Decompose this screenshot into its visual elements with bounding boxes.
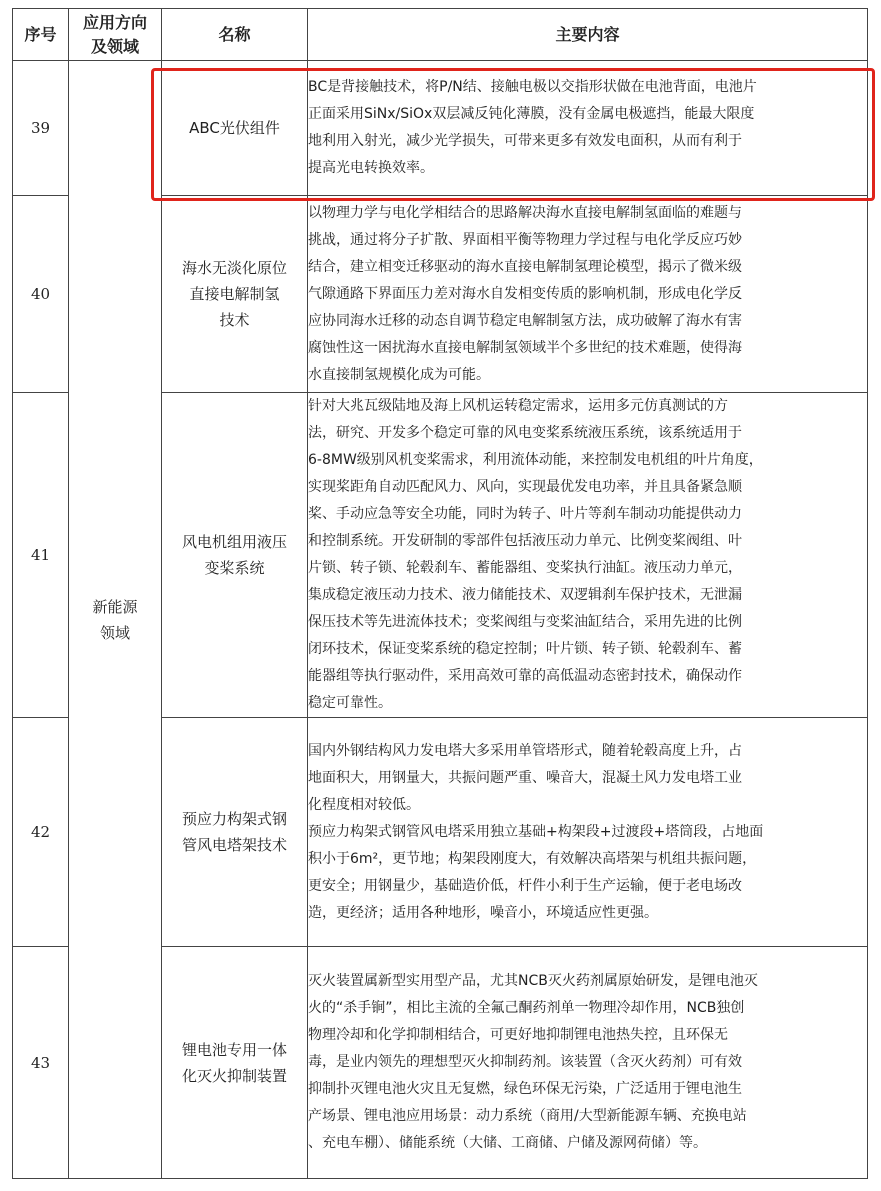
row-content: BC是背接触技术，将P/N结、接触电极以交指形状做在电池背面，电池片 正面采用SiNx/SiOx双层减反钝化薄膜，没有金属电极遮挡，能最大限度 地利用入射光，减少光学损失，可带来更多有效发电面积，从而有利于 提高光电转换效率。 [308, 61, 868, 196]
header-name: 名称 [162, 9, 308, 61]
row-name: 锂电池专用一体 化灭火抑制装置 [162, 947, 308, 1179]
row-name: 预应力构架式钢 管风电塔架技术 [162, 718, 308, 947]
header-content: 主要内容 [308, 9, 868, 61]
header-index: 序号 [13, 9, 69, 61]
row-index: 41 [13, 393, 69, 718]
field-cell [69, 61, 162, 1179]
row-content: 以物理力学与电化学相结合的思路解决海水直接电解制氢面临的难题与 挑战，通过将分子扩散、界面相平衡等物理力学过程与电化学反应巧妙 结合，建立相变迁移驱动的海水直接电解制氢理论模型，揭示了微米级 气隙通路下界面压力差对海水自发相变传质的影响机制，形成电化学反 应协同海水迁移的动态自调节稳定电解制氢方法，成功破解了海水有害 腐蚀性这一困扰海水直接电解制氢领域半个多世纪的技术难题，使得海 水直接制氢规模化成为可能。 [308, 196, 868, 393]
row-content: 国内外钢结构风力发电塔大多采用单管塔形式，随着轮毂高度上升，占 地面积大，用钢量大，共振问题严重、噪音大，混凝土风力发电塔工业 化程度相对较低。 预应力构架式钢管风电塔采用独立基础+构架段+过渡段+塔筒段，占地面 积小于6m²，更节地；构架段刚度大，有效解决高塔架与机组共振问题， 更安全；用钢量少，基础造价低，杆件小利于生产运输，便于老电场改 造，更经济；适用各种地形，噪音小，环境适应性更强。 [308, 718, 868, 947]
row-name: 海水无淡化原位 直接电解制氢 技术 [162, 196, 308, 393]
row-name: 风电机组用液压 变桨系统 [162, 393, 308, 718]
row-index: 39 [13, 61, 69, 196]
field-label: 新能源 领域 [92, 597, 138, 642]
row-index: 43 [13, 947, 69, 1179]
row-index: 40 [13, 196, 69, 393]
header-row [13, 9, 868, 61]
tech-table [12, 8, 868, 1179]
row-content: 针对大兆瓦级陆地及海上风机运转稳定需求，运用多元仿真测试的方 法，研究、开发多个稳定可靠的风电变桨系统液压系统，该系统适用于 6-8MW级别风机变桨需求，利用流体动能，来控制发电机组的叶片角度， 实现桨距角自动匹配风力、风向，实现最优发电功率，并且具备紧急顺 桨、手动应急等安全功能，同时为转子、叶片等刹车制动功能提供动力 和控制系统。开发研制的零部件包括液压动力单元、比例变桨阀组、叶 片锁、转子锁、轮毂刹车、蓄能器组、变桨执行油缸。液压动力单元， 集成稳定液压动力技术、液力储能技术、双逻辑刹车保护技术，无泄漏 保压技术等先进流体技术；变桨阀组与变桨油缸结合，采用先进的比例 闭环技术，保证变桨系统的稳定控制；叶片锁、转子锁、轮毂刹车、蓄 能器组等执行驱动件，采用高效可靠的高低温动态密封技术，确保动作 稳定可靠性。 [308, 393, 868, 718]
header-field: 应用方向 及领域 [69, 9, 162, 61]
row-name: ABC光伏组件 [162, 61, 308, 196]
row-content: 灭火装置属新型实用型产品，尤其NCB灭火药剂属原始研发，是锂电池灭 火的“杀手锏”，相比主流的全氟己酮药剂单一物理冷却作用，NCB独创 物理冷却和化学抑制相结合，可更好地抑制锂电池热失控，且环保无 毒，是业内领先的理想型灭火抑制药剂。该装置（含灭火药剂）可有效 抑制扑灭锂电池火灾且无复燃，绿色环保无污染，广泛适用于锂电池生 产场景、锂电池应用场景：动力系统（商用/大型新能源车辆、充换电站 、充电车棚）、储能系统（大储、工商储、户储及源网荷储）等。 [308, 947, 868, 1179]
table-row [13, 61, 868, 196]
row-index: 42 [13, 718, 69, 947]
